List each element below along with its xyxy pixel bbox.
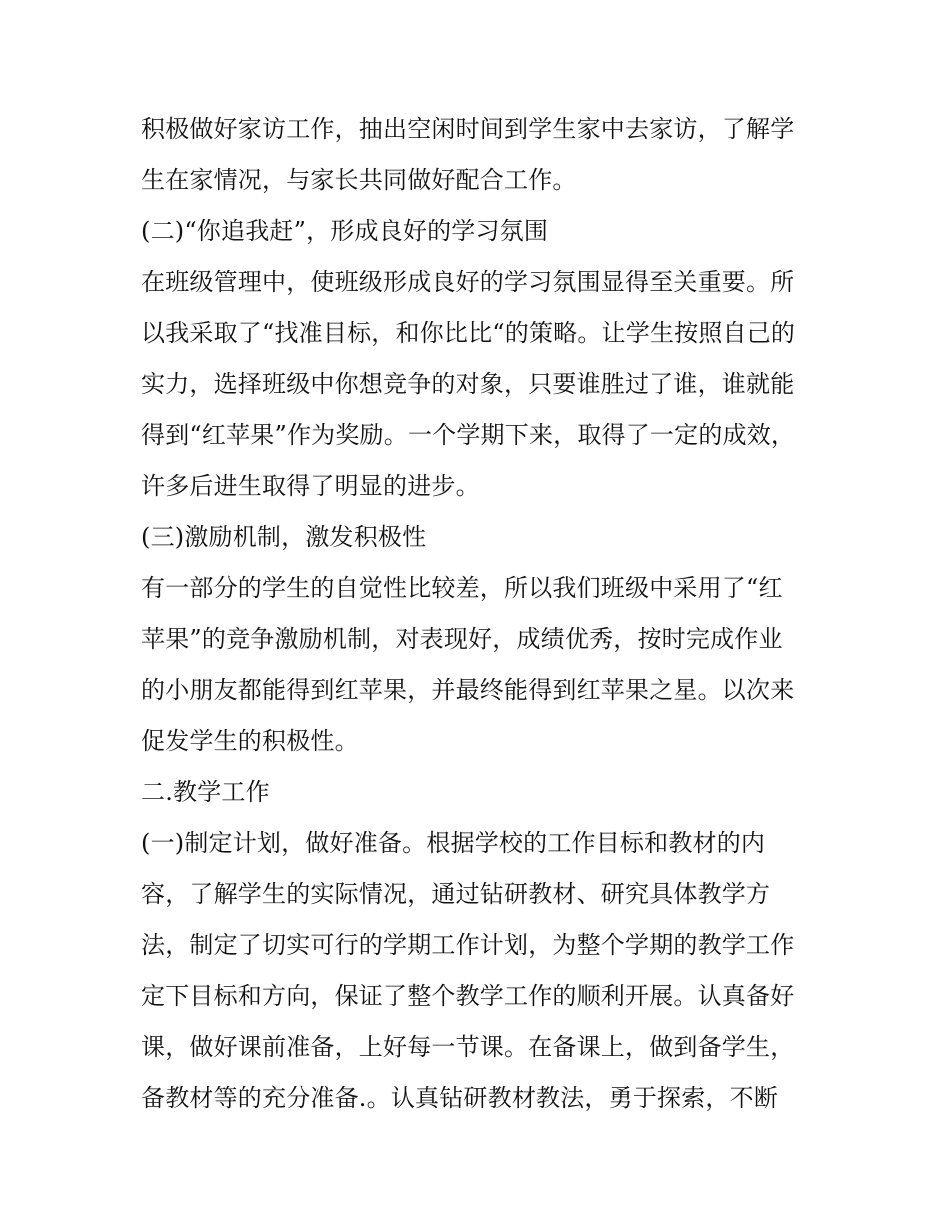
text-line: 备教材等的充分准备.。认真钻研教材教法，勇于探索，不断 bbox=[141, 1084, 779, 1112]
text-line: 得到“红苹果”作为奖励。一个学期下来，取得了一定的成效， bbox=[141, 421, 796, 449]
text-line: 法，制定了切实可行的学期工作计划，为整个学期的教学工作 bbox=[141, 931, 795, 959]
text-line: 容，了解学生的实际情况，通过钻研教材、研究具体教学方 bbox=[141, 880, 771, 908]
text-line: 许多后进生取得了明显的进步。 bbox=[141, 472, 480, 500]
text-line: 实力，选择班级中你想竞争的对象，只要谁胜过了谁，谁就能 bbox=[141, 370, 795, 398]
text-line: 有一部分的学生的自觉性比较差，所以我们班级中采用了“红 bbox=[141, 574, 783, 602]
text-line: 促发学生的积极性。 bbox=[141, 727, 359, 755]
body-text bbox=[141, 104, 821, 1124]
text-line: 课，做好课前准备，上好每一节课。在备课上，做到备学生， bbox=[141, 1033, 795, 1061]
text-line: 定下目标和方向，保证了整个教学工作的顺利开展。认真备好 bbox=[141, 982, 795, 1010]
section-heading: (二)“你追我赶”，形成良好的学习氛围 bbox=[141, 217, 549, 245]
text-line: 的小朋友都能得到红苹果，并最终能得到红苹果之星。以次来 bbox=[141, 676, 795, 704]
text-line: 在班级管理中，使班级形成良好的学习氛围显得至关重要。所 bbox=[141, 268, 795, 296]
text-line: 积极做好家访工作，抽出空闲时间到学生家中去家访，了解学 bbox=[141, 115, 795, 143]
section-heading: 二.教学工作 bbox=[141, 778, 270, 806]
text-line: 以我采取了“找准目标，和你比比“的策略。让学生按照自己的 bbox=[141, 319, 796, 347]
section-heading: (三)激励机制，激发积极性 bbox=[141, 523, 427, 551]
text-line: (一)制定计划，做好准备。根据学校的工作目标和教材的内 bbox=[141, 829, 766, 857]
text-line: 生在家情况，与家长共同做好配合工作。 bbox=[141, 166, 577, 194]
text-line: 苹果”的竞争激励机制，对表现好，成绩优秀，按时完成作业 bbox=[141, 625, 783, 653]
